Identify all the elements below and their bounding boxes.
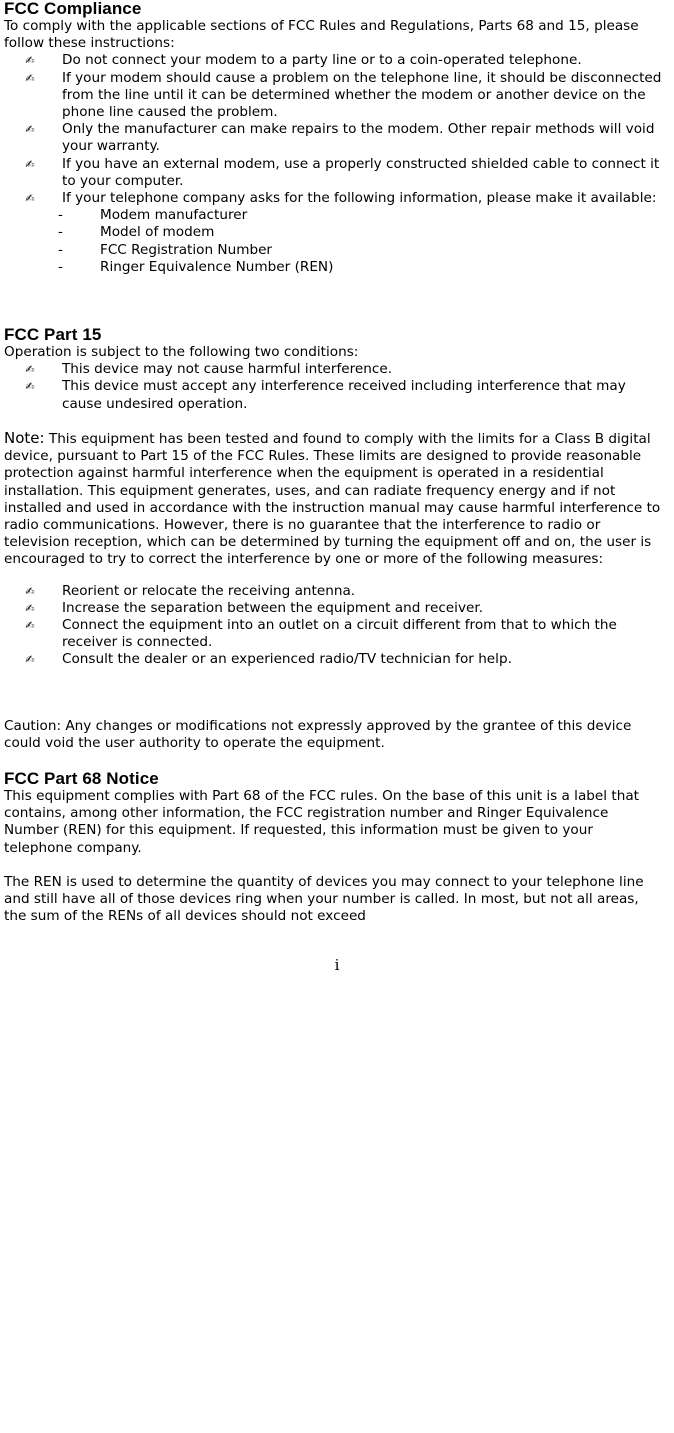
list-item: ✍ If your modem should cause a problem on the telephone line, it should be disconnected from the line until it can be determined whether the modem or another device on the phone line caused the problem. (4, 70, 664, 122)
fcc-part68-continued (4, 874, 664, 926)
fcc-part68-section (4, 770, 664, 857)
list-item: ✍ Consult the dealer or an experienced radio/TV technician for help. (4, 651, 664, 668)
list-item: ✍ Only the manufacturer can make repairs to the modem. Other repair methods will void your warranty. (4, 121, 664, 155)
pencil-bullet-icon: ✍ (25, 653, 35, 667)
pencil-bullet-icon: ✍ (25, 619, 35, 633)
interference-measures-list (4, 583, 664, 669)
fcc-compliance-heading: FCC Compliance (4, 0, 142, 18)
list-item: ✍ Do not connect your modem to a party line or to a coin-operated telephone. (4, 52, 664, 69)
pencil-bullet-icon: ✍ (25, 584, 35, 598)
required-info-list (4, 207, 664, 276)
list-item: ✍ If your telephone company asks for the following information, please make it available: (4, 190, 664, 207)
note-label: Note: (4, 429, 45, 447)
fcc-part68-heading: FCC Part 68 Notice (4, 769, 159, 788)
pencil-bullet-icon: ✍ (25, 71, 35, 85)
caution-section (4, 718, 664, 752)
list-item: ✍ If you have an external modem, use a properly constructed shielded cable to connect it to your computer. (4, 156, 664, 190)
fcc-part68-paragraph-2: The REN is used to determine the quantity of devices you may connect to your telephone line and still have all of those devices ring when your number is called. In most, but not all areas, the sum of the RENs of all devices should not exceed (4, 874, 644, 925)
fcc-compliance-intro: To comply with the applicable sections of FCC Rules and Regulations, Parts 68 and 15, please follow these instructions: (4, 18, 639, 52)
list-item: ✍ Reorient or relocate the receiving antenna. (4, 583, 664, 600)
note-text: This equipment has been tested and found to comply with the limits for a Class B digital device, pursuant to Part 15 of the FCC Rules. These limits are designed to provide reasonable protection against harmful interference when the equipment is operated in a residential installation. This equipment generates, uses, and can radiate frequency energy and if not installed and used in accordance with the instruction manual may cause harmful interference to radio communications. However, there is no guarantee that the interference to radio or television reception, which can be determined by turning the equipment off and on, the user is encouraged to try to correct the interference by one or more of the following measures: (4, 431, 661, 568)
pencil-bullet-icon: ✍ (25, 54, 35, 68)
caution-paragraph: Caution: Any changes or modifications not expressly approved by the grantee of this device could void the user authority to operate the equipment. (4, 718, 632, 752)
list-item: - Ringer Equivalence Number (REN) (58, 258, 334, 275)
pencil-bullet-icon: ✍ (25, 192, 35, 206)
fcc-part15-list (4, 361, 664, 413)
list-item: ✍ Increase the separation between the equipment and receiver. (4, 600, 664, 617)
pencil-bullet-icon: ✍ (25, 123, 35, 137)
list-item: - Model of modem (58, 224, 215, 241)
pencil-bullet-icon: ✍ (25, 380, 35, 394)
list-item: ✍ This device must accept any interference received including interference that may cause undesired operation. (4, 378, 664, 412)
fcc-compliance-list (4, 52, 664, 207)
fcc-part68-paragraph-1: This equipment complies with Part 68 of the FCC rules. On the base of this unit is a label that contains, among other information, the FCC registration number and Ringer Equivalence Number (REN) for this equipment. If requested, this information must be given to your telephone company. (4, 788, 639, 856)
page-number: i (334, 956, 340, 974)
note-paragraph (4, 430, 664, 569)
fcc-part15-intro: Operation is subject to the following two conditions: (4, 344, 359, 360)
list-item: ✍ This device may not cause harmful interference. (4, 361, 664, 378)
list-item: - FCC Registration Number (58, 241, 273, 258)
list-item: ✍ Connect the equipment into an outlet on a circuit different from that to which the receiver is connected. (4, 617, 664, 651)
fcc-compliance-section (4, 0, 664, 276)
fcc-part15-section (4, 326, 664, 413)
pencil-bullet-icon: ✍ (25, 363, 35, 377)
list-item: - Modem manufacturer (58, 207, 248, 224)
fcc-part15-heading: FCC Part 15 (4, 325, 102, 344)
note-section (4, 430, 664, 669)
pencil-bullet-icon: ✍ (25, 157, 35, 171)
pencil-bullet-icon: ✍ (25, 601, 35, 615)
